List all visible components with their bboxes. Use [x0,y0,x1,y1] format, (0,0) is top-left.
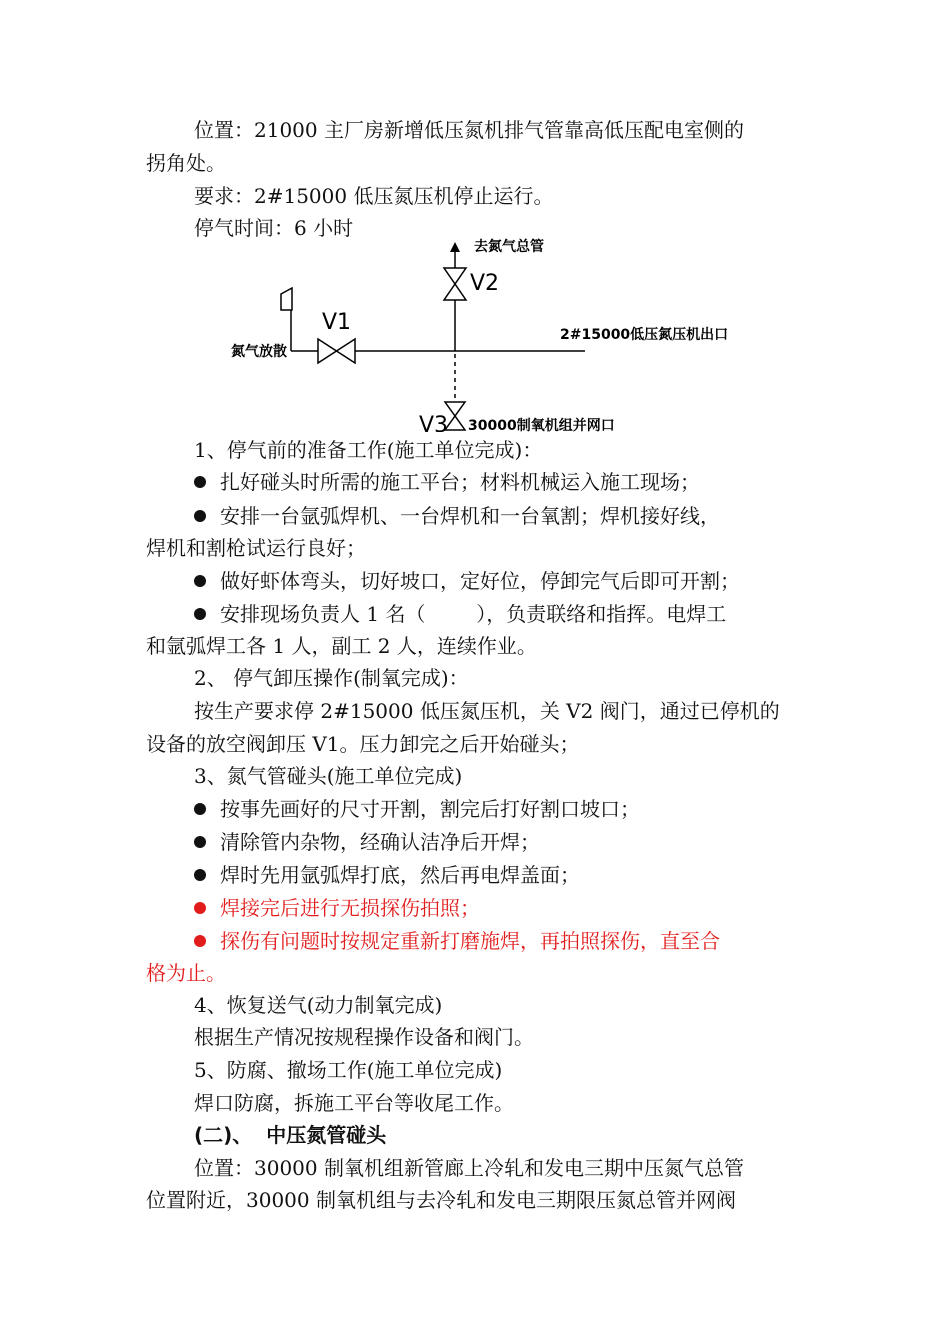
list-item-cont: 和氩弧焊工各 1 人，副工 2 人，连续作业。 [146,634,537,658]
label-merge: 30000制氧机组并网口 [468,418,615,432]
list-item-text: 做好虾体弯头，切好坡口，定好位，停卸完气后即可开割； [220,569,740,593]
requirement-line: 要求：2#15000 低压氮压机停止运行。 [194,184,554,208]
step3-title: 3、氮气管碰头(施工单位完成) [194,764,463,788]
location-line-cont: 拐角处。 [146,151,226,175]
bullet-icon [194,869,206,881]
outage-time-line: 停气时间：6 小时 [194,216,354,240]
section2-location: 位置：30000 制氧机组新管廊上冷轧和发电三期中压氮气总管 [194,1156,744,1180]
bullet-icon [194,510,206,522]
list-item-text: 按事先画好的尺寸开割，割完后打好割口坡口； [220,797,640,821]
list-item-text: 扎好碰头时所需的施工平台；材料机械运入施工现场； [220,470,700,494]
list-item [194,925,859,958]
bullet-icon [194,803,206,815]
list-item [194,859,859,892]
label-outlet: 2#15000低压氮压机出口 [560,327,729,343]
valve-v2-icon [444,268,466,300]
bullet-icon [194,935,206,947]
list-item-cont: 格为止。 [146,961,226,985]
label-v1: V1 [322,310,352,335]
list-item-text: 安排一台氩弧焊机、一台焊机和一台氧割；焊机接好线， [220,504,720,528]
list-item-text: 焊时先用氩弧焊打底，然后再电焊盖面； [220,863,580,887]
list-item [194,892,859,925]
list-item [194,793,859,826]
list-item-cont: 焊机和割枪试运行良好； [146,536,366,560]
bullet-icon [194,608,206,620]
step5-title: 5、防腐、撤场工作(施工单位完成) [194,1058,503,1082]
valve-v1-icon [318,339,355,363]
list-item [194,598,859,631]
list-item-text: 探伤有问题时按规定重新打磨施焊，再拍照探伤，直至合 [220,929,720,953]
arrow-up-icon [450,242,460,252]
step1-title: 1、停气前的准备工作(施工单位完成)： [194,438,543,462]
list-item [194,466,859,499]
list-item-text: 焊接完后进行无损探伤拍照； [220,896,480,920]
step2-text: 按生产要求停 2#15000 低压氮压机，关 V2 阀门，通过已停机的 [194,699,780,723]
step2-title: 2、 停气卸压操作(制氧完成)： [194,666,469,690]
list-item [194,565,859,598]
label-v3: V3 [419,413,449,432]
vent-cap-icon [281,288,292,310]
list-item-text: 清除管内杂物，经确认洁净后开焊； [220,830,540,854]
step4-title: 4、恢复送气(动力制氧完成) [194,993,443,1017]
section2-heading: (二)、 中压氮管碰头 [194,1123,387,1147]
bullet-icon [194,575,206,587]
step2-text-cont: 设备的放空阀卸压 V1。压力卸完之后开始碰头； [146,732,580,756]
bullet-icon [194,836,206,848]
label-to-main: 去氮气总管 [474,239,544,255]
list-item [194,500,859,533]
bullet-icon [194,476,206,488]
step4-text: 根据生产情况按规程操作设备和阀门。 [194,1025,534,1049]
section2-location-cont: 位置附近，30000 制氧机组与去冷轧和发电三期限压氮总管并网阀 [146,1188,736,1212]
list-item-text: 安排现场负责人 1 名（ ），负责联络和指挥。电焊工 [220,602,727,626]
label-v2: V2 [470,271,500,296]
valve-diagram [0,232,950,432]
label-vent: 氮气放散 [231,344,287,360]
step5-text: 焊口防腐，拆施工平台等收尾工作。 [194,1091,514,1115]
location-line: 位置：21000 主厂房新增低压氮机排气管靠高低压配电室侧的 [194,118,744,142]
list-item [194,826,859,859]
bullet-icon [194,902,206,914]
